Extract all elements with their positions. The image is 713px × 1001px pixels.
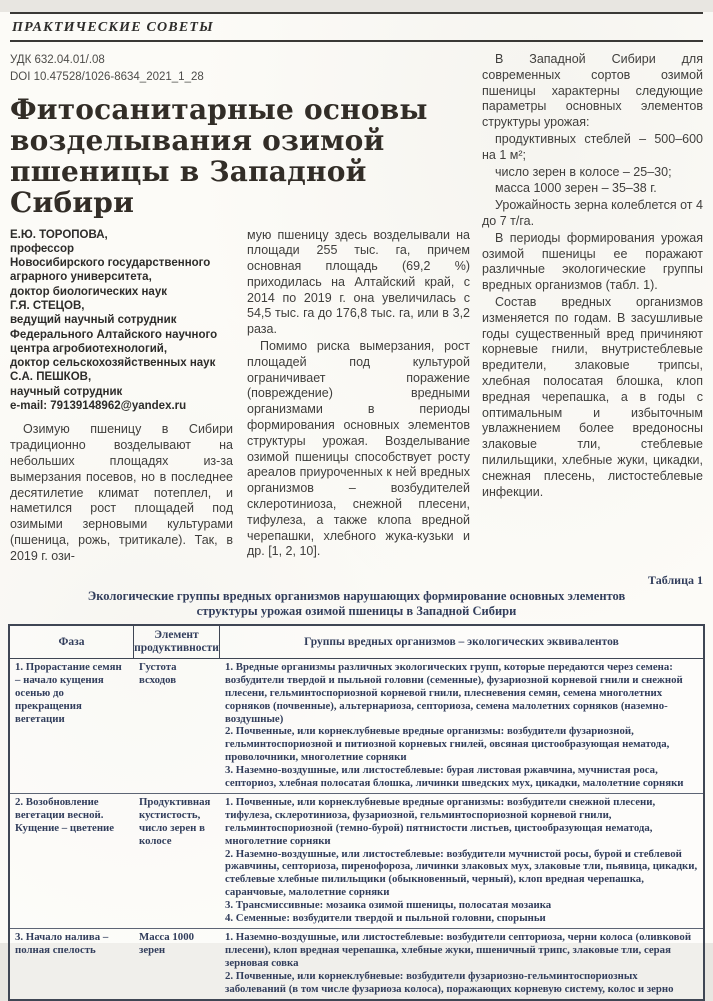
body-paragraph: число зерен в колосе – 25–30; <box>495 164 672 179</box>
column-2 <box>247 228 470 565</box>
group-entry: 3. Наземно-воздушные, или листостеблевые: бурая листовая ржавчина, мучнистая роса, септориоз, хлебная полосатая блошка, личинки шведских мух, цикадки, малолетние сорняки <box>225 763 684 789</box>
author-line: e-mail: 79139148962@yandex.ru <box>10 400 187 413</box>
top-rule <box>10 12 703 14</box>
udc-code: УДК 632.04.01/.08 <box>10 54 105 66</box>
group-entry: 2. Наземно-воздушные, или листостеблевые: возбудители мучнистой росы, бурой и стеблевой ржавчины, септориоза, пиренофороза, личинки злаковых мух, злаковые тли, пьявица, цикадки, стеблевые хлебные пилильщики (обыкновенный, черный), клоп вредная черепашка, саранчовые, малолетние сорняки <box>225 847 698 899</box>
table-label: Таблица 1 <box>648 572 703 587</box>
text-columns-1-2 <box>10 228 470 565</box>
table-caption: Экологические группы вредных организмов нарушающих формирование основных элементов структуры урожая озимой пшеницы в Западной Сибири <box>87 588 626 618</box>
body-paragraph: продуктивных стеблей – 500–600 на 1 м²; <box>482 131 703 162</box>
body-paragraph: Состав вредных организмов изменяется по годам. В засушливые годы существенный вред причиняют корневые гнили, внутристеблевые вредители, злаковые трипсы, хлебная полосатая блошка, клоп вредная черепашка, а в годы с оптимальным и избыточным увлажнением более вредоносны злаковые тли, стеблевые пилильщики, хлебные жуки, цикадки, снежная плесень, листостеблевые инфекции. <box>482 294 703 499</box>
group-entry: 4. Семенные: возбудители твердой и пыльной головни, спорыньи <box>225 911 546 924</box>
authors-block <box>10 228 233 414</box>
table-header-element: Элемент продуктивности <box>134 626 220 658</box>
group-entry: 1. Вредные организмы различных экологических групп, которые передаются через семена: возбудители твердой и пыльной головни (семенные), фузариозной корневой гнили и снежной плесени, гельминтоспориозной корневой гнили, плесневения семян, семена многолетних сорняков (почвенные), альтернариоза, септориоза, семена малолетних сорняков (наземно-воздушные) <box>225 661 683 725</box>
table-row <box>10 928 703 999</box>
article-meta <box>10 52 470 87</box>
group-entry: 2. Почвенные, или корнеклубневые: возбудители фузариозно-гельминтоспориозных заболеваний (в том числе фузариоза колоса), поражающих корневую систему, колос и зерно <box>225 969 674 995</box>
author-line: аграрного университета, <box>10 271 152 284</box>
column-3 <box>482 52 703 565</box>
author-line: ведущий научный сотрудник <box>10 314 177 327</box>
title-line: пшеницы в Западной Сибири <box>10 154 367 219</box>
cell-element: Густота всходов <box>139 661 177 687</box>
article-body <box>0 42 713 565</box>
body-paragraph: В Западной Сибири для современных сортов озимой пшеницы характерны следующие параметры основных элементов структуры урожая: <box>482 52 703 130</box>
body-paragraph: масса 1000 зерен – 35–38 г. <box>495 181 657 196</box>
table-header-groups: Группы вредных организмов – экологических эквивалентов <box>304 635 619 648</box>
author-line: Е.Ю. ТОРОПОВА, <box>10 228 108 241</box>
author-line: центра агробиотехнологий, <box>10 342 168 355</box>
body-paragraph: Урожайность зерна колеблется от 4 до 7 т/га. <box>482 198 703 228</box>
table-row <box>10 793 703 928</box>
title-line: Фитосанитарные основы <box>10 92 428 126</box>
body-paragraph: мую пшеницу здесь возделывали на площади 255 тыс. га, причем основная площадь (69,2 %) приходилась на Алтайский край, с 2014 по 2019 г. она увеличилась с 54,5 тыс. га до 176,8 тыс. га, или в 3,2 раза. <box>247 227 470 337</box>
author-line: научный сотрудник <box>10 385 123 398</box>
body-paragraph: Озимую пшеницу в Сибири традиционно возделывают на небольших площадях из-за вымерзания посевов, но в последнее десятилетие климат потеплел, и наметился рост площадей под озимыми зерновыми культурами (пшеница, рожь, тритикале). Так, в 2019 г. ози- <box>10 422 233 563</box>
table-section <box>0 573 713 1001</box>
cell-element: Масса 1000 зерен <box>139 931 194 957</box>
author-line: доктор биологических наук <box>10 285 167 298</box>
title-line: возделывания озимой <box>10 123 385 157</box>
section-header: ПРАКТИЧЕСКИЕ СОВЕТЫ <box>12 20 214 35</box>
body-paragraph: В периоды формирования урожая озимой пшеницы ее поражают различные экологические группы вредных организмов (табл. 1). <box>482 230 703 293</box>
cell-phase: 2. Возобновление вегетации весной. Кущение – цветение <box>15 796 115 835</box>
author-line: Федерального Алтайского научного <box>10 328 218 341</box>
article-title <box>10 94 470 218</box>
left-columns <box>10 52 470 565</box>
group-entry: 3. Трансмиссивные: мозаика озимой пшеницы, полосатая мозаика <box>225 898 552 911</box>
doi-code: DOI 10.47528/1026-8634_2021_1_28 <box>10 71 204 84</box>
journal-page <box>0 12 713 995</box>
group-entry: 2. Почвенные, или корнеклубневые вредные организмы: возбудители фузариозной, гельминтоспориозной и питиозной корневых гнилей, овсяная цистообразующая нематода, проволочники, многолетние сорняки <box>225 725 670 764</box>
author-line: Г.Я. СТЕЦОВ, <box>10 299 85 312</box>
pest-groups-table <box>8 624 705 1001</box>
cell-phase: 3. Начало налива – полная спелость <box>15 931 109 957</box>
cell-phase: 1. Прорастание семян – начало кущения осенью до прекращения вегетации <box>15 661 122 725</box>
column-1 <box>10 228 233 565</box>
table-row <box>10 659 703 793</box>
body-paragraph: Помимо риска вымерзания, рост площадей под культурой ограничивает поражение (повреждение) вредными организмами в периоды формирования основных элементов структуры урожая. Возделывание озимой пшеницы способствует росту ареалов приуроченных к ней вредных организмов – возбудителей склеротиниоза, снежной плесени, тифулеза, а также клопа вредной черепашки, хлебного жука-кузьки и др. [1, 2, 10]. <box>247 339 470 559</box>
table-header-row <box>10 626 703 659</box>
author-line: Новосибирского государственного <box>10 257 211 270</box>
table-body <box>10 659 703 999</box>
group-entry: 1. Почвенные, или корнеклубневые вредные организмы: возбудители снежной плесени, тифулеза, склеротиниоза, фузариозной, гельминтоспориозной корневой гнили, гельминтоспориозной (темно-бурой) пятнистости листьев, цистообразующая нематода, многолетние сорняки <box>225 796 656 847</box>
author-line: профессор <box>10 242 74 255</box>
cell-groups <box>220 929 703 999</box>
author-line: доктор сельскохозяйственных наук <box>10 357 216 370</box>
cell-groups <box>220 794 703 928</box>
author-line: С.А. ПЕШКОВ, <box>10 371 92 384</box>
group-entry: 1. Наземно-воздушные, или листостеблевые: возбудители септориоза, черни колоса (оливковой плесени), клоп вредная черепашка, хлебные жуки, пшеничный трипс, злаковые тли, серая зерновая совка <box>225 931 692 969</box>
table-header-phase: Фаза <box>10 626 134 658</box>
cell-element: Продуктивная кустистость, число зерен в колосе <box>139 796 211 847</box>
cell-groups <box>220 659 703 793</box>
